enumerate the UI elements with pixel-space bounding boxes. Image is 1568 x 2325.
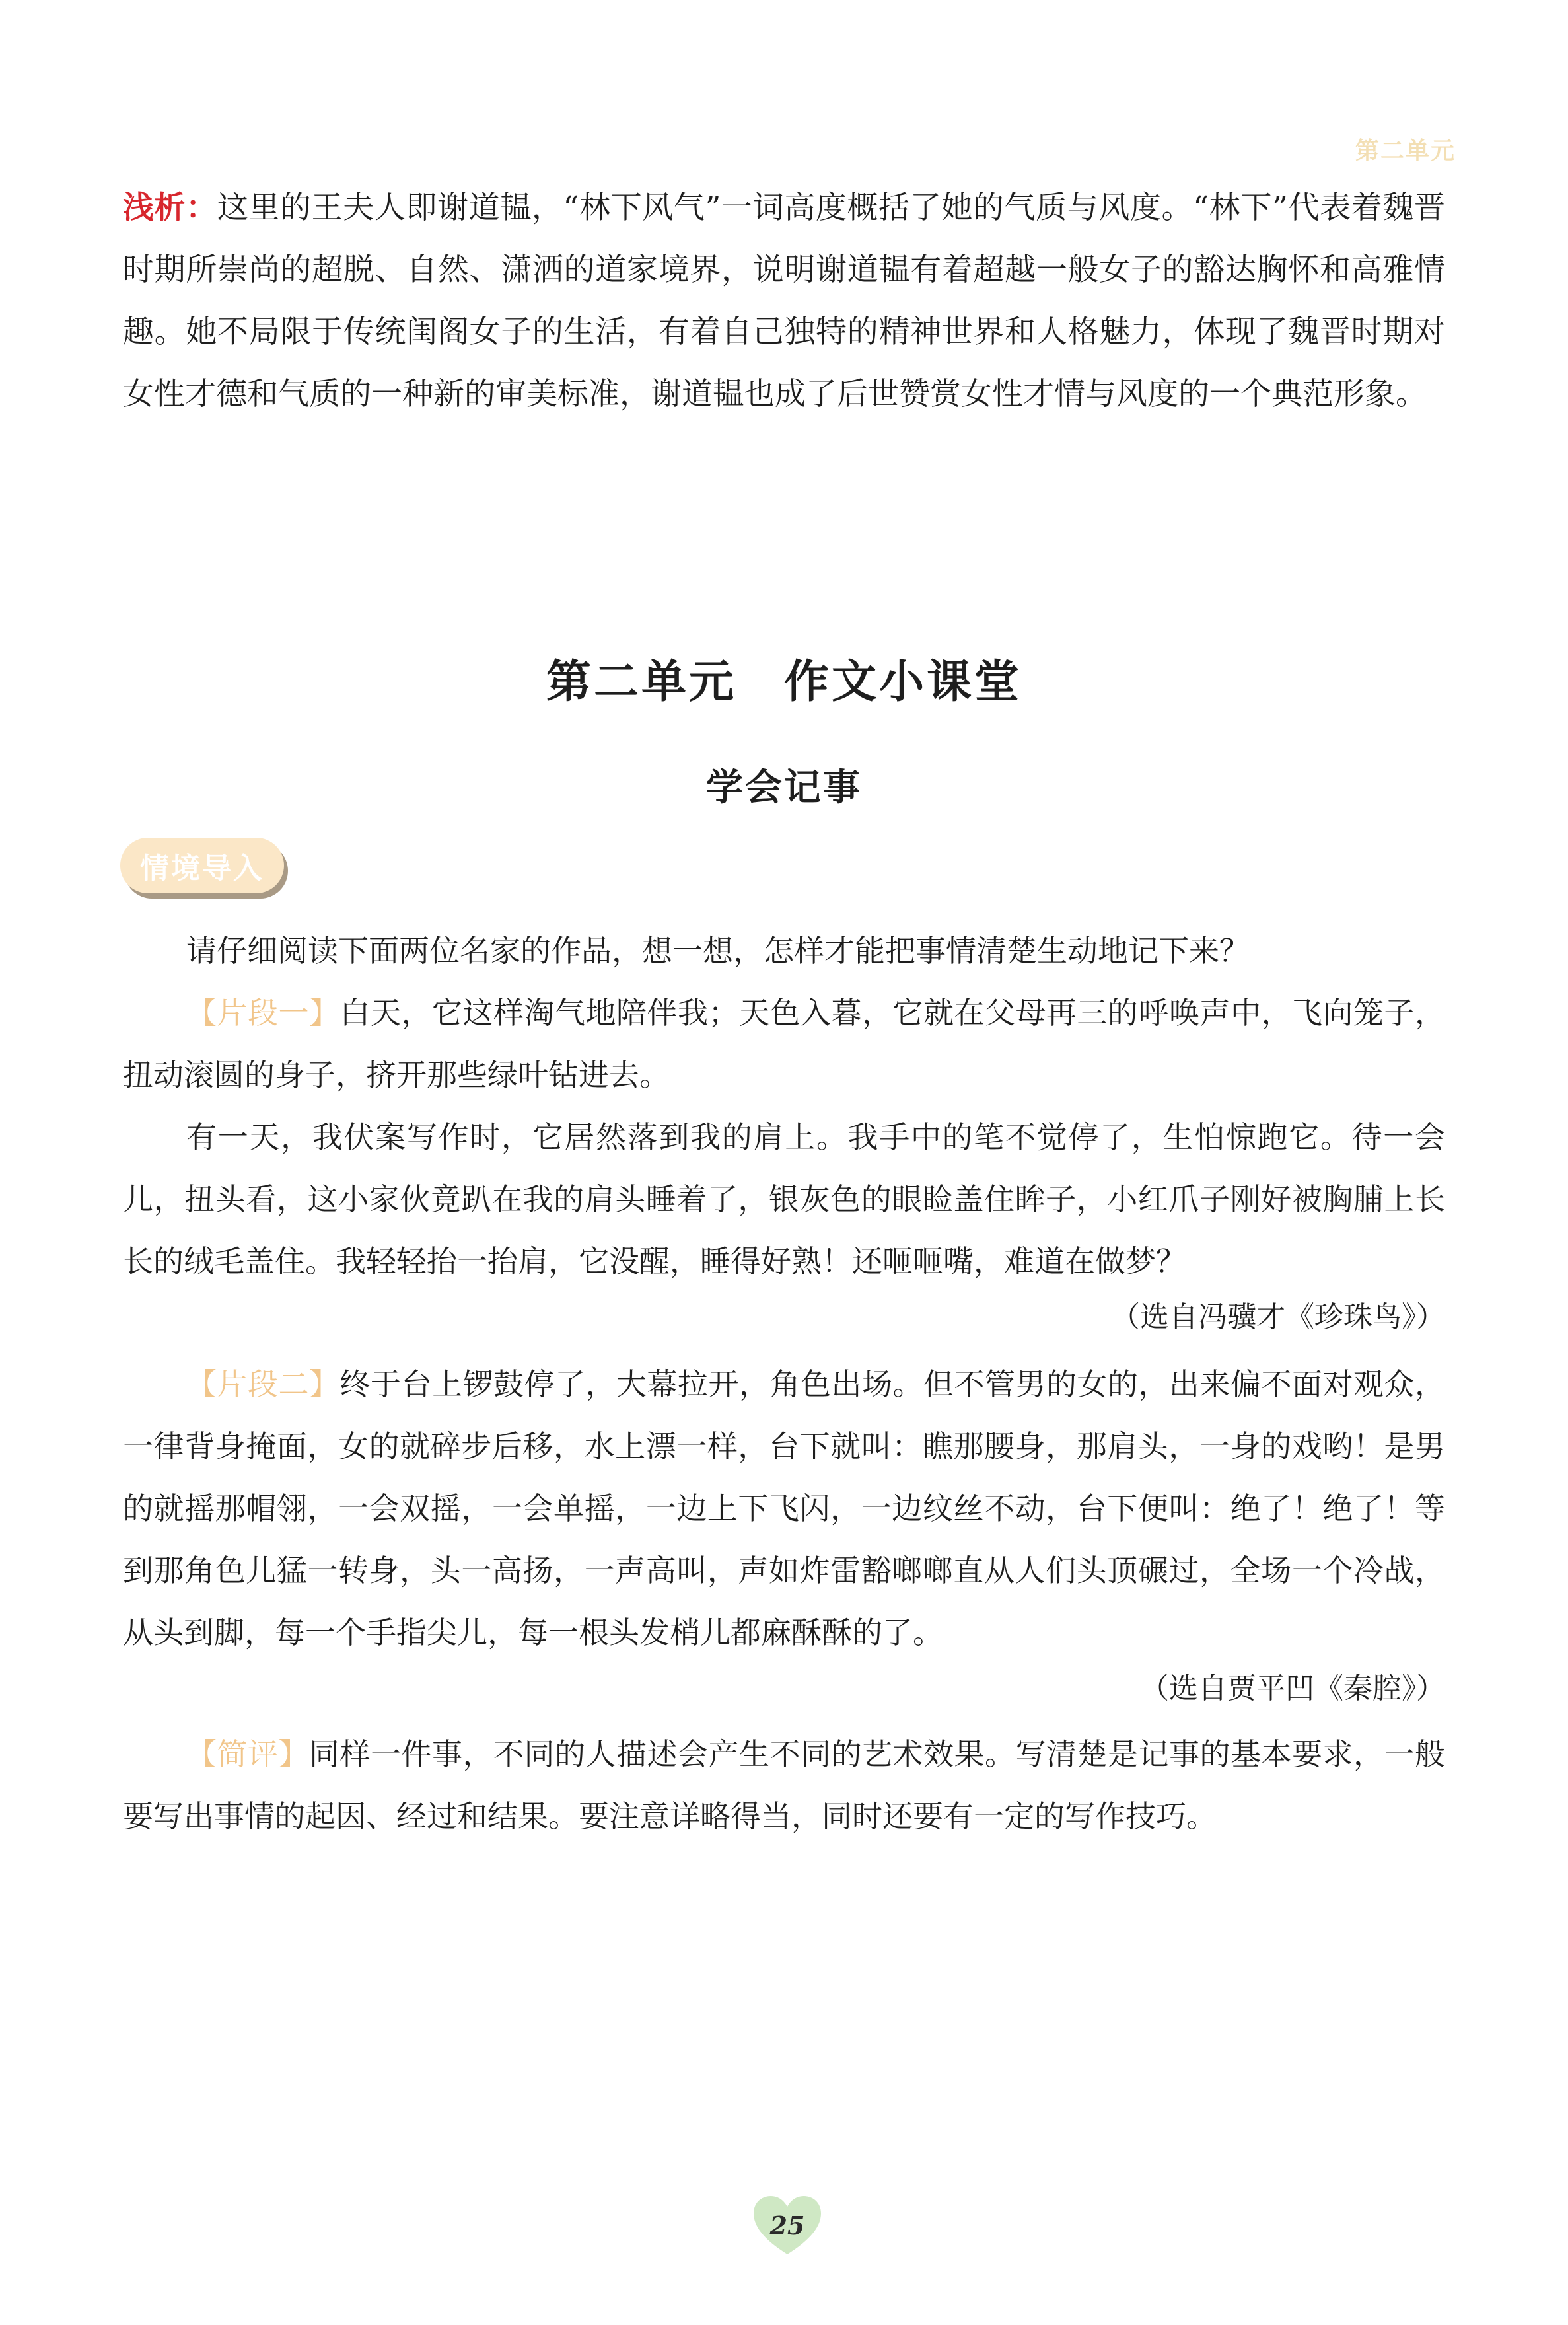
excerpt-one-tag: 【片段一】 <box>186 995 340 1031</box>
comment-tag: 【简评】 <box>186 1736 309 1772</box>
comment-text: 同样一件事，不同的人描述会产生不同的艺术效果。写清楚是记事的基本要求，一般要写出事情的起因、经过和结果。要注意详略得当，同时还要有一定的写作技巧。 <box>123 1736 1445 1834</box>
analysis-text: 这里的王夫人即谢道韫，“林下风气”一词高度概括了她的气质与风度。“林下”代表着魏晋时期所崇尚的超脱、自然、潇洒的道家境界，说明谢道韫有着超越一般女子的豁达胸怀和高雅情趣。她不局限于传统闺阁女子的生活，有着自己独特的精神世界和人格魅力，体现了魏晋时期对女性才德和气质的一种新的审美标准，谢道韫也成了后世赞赏女性才情与风度的一个典范形象。 <box>123 190 1446 412</box>
excerpt-one-para-2: 有一天，我伏案写作时，它居然落到我的肩上。我手中的笔不觉停了，生怕惊跑它。待一会儿，扭头看，这小家伙竟趴在我的肩头睡着了，银灰色的眼睑盖住眸子，小红爪子刚好被胸脯上长长的绒毛盖住。我轻轻抬一抬肩，它没醒，睡得好熟！还咂咂嘴，难道在做梦？ <box>123 1119 1445 1279</box>
section-title: 第二单元 作文小课堂 <box>546 656 1022 708</box>
page-number-badge <box>751 2194 824 2260</box>
comment-block <box>123 1723 1445 1847</box>
excerpt-one-source: （选自冯骥才《珍珠鸟》） <box>1111 1300 1445 1334</box>
excerpt-two-text: 终于台上锣鼓停了，大幕拉开，角色出场。但不管男的女的，出来偏不面对观众，一律背身掩面，女的就碎步后移，水上漂一样，台下就叫：瞧那腰身，那肩头，一身的戏哟！是男的就摇那帽翎，一会双摇，一会单摇，一边上下飞闪，一边纹丝不动，台下便叫：绝了！绝了！等到那角色儿猛一转身，头一高扬，一声高叫，声如炸雷豁啷啷直从人们头顶碾过，全场一个冷战，从头到脚，每一个手指尖儿，每一根头发梢儿都麻酥酥的了。 <box>123 1366 1445 1650</box>
analysis-paragraph <box>123 177 1445 425</box>
comment-para <box>123 1723 1445 1847</box>
excerpt-two-tag: 【片段二】 <box>186 1366 340 1402</box>
page-number: 25 <box>769 2211 805 2240</box>
intro-text: 请仔细阅读下面两位名家的作品，想一想，怎样才能把事情清楚生动地记下来？ <box>186 933 1250 969</box>
excerpt-two-source: （选自贾平凹《秦腔》） <box>1140 1672 1445 1705</box>
excerpt-one-para-1-text: 白天，它这样淘气地陪伴我；天色入暮，它就在父母再三的呼唤声中，飞向笼子，扭动滚圆的身子，挤开那些绿叶钻进去。 <box>123 995 1445 1093</box>
excerpt-two <box>123 1353 1445 1664</box>
excerpt-two-para <box>123 1353 1445 1664</box>
section-subtitle: 学会记事 <box>706 766 862 809</box>
intro-paragraph <box>123 920 1445 982</box>
excerpt-one <box>123 982 1445 1292</box>
analysis-label: 浅析： <box>123 190 217 226</box>
intro-badge-label: 情境导入 <box>140 852 264 885</box>
running-header-unit: 第二单元 <box>1355 137 1456 165</box>
excerpt-one-para-1 <box>123 982 1445 1106</box>
intro-badge <box>120 838 284 893</box>
